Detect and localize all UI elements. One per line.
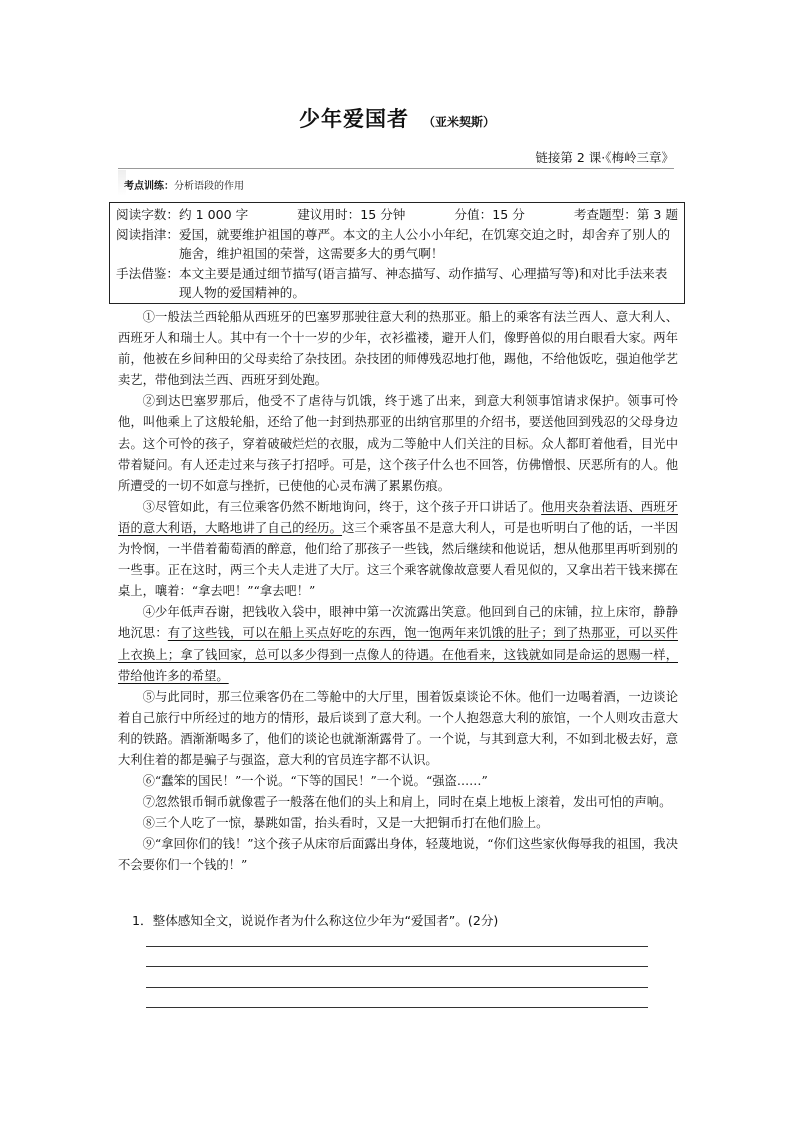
title-block (0, 103, 794, 133)
technique (116, 264, 678, 303)
paragraph-5: ⑤与此同时，那三位乘客仍在二等舱中的大厅里，围着饭桌谈论不休。他们一边喝着酒，一边谈论着自己旅行中所经过的地方的情形，最后谈到了意大利。一个人抱怨意大利的旅馆，一个人则攻击意大利的铁路。酒渐渐喝多了，他们的谈论也就渐渐露骨了。一个说，与其到意大利，不如到北极去好，意大利住着的都是骗子与强盗，意大利的官员连字都不认识。 (118, 689, 678, 767)
reading-info-box (109, 202, 685, 304)
kaodian-label (124, 177, 244, 192)
author: （亚米契斯） (422, 115, 495, 129)
article-body (118, 307, 678, 877)
question-1: 1．整体感知全文，说说作者为什么称这位少年为“爱国者”。(2分) (132, 913, 499, 928)
answer-line[interactable] (146, 1007, 648, 1008)
word-count: 阅读字数：约 1 000 字 (116, 207, 249, 222)
paragraph-1: ①一般法兰西轮船从西班牙的巴塞罗那驶往意大利的热那亚。船上的乘客有法兰西人、意大利人、西班牙人和瑞士人。其中有一个十一岁的少年，衣衫褴褛，避开人们，像野兽似的用白眼看大家。两年前，他被在乡间种田的父母卖给了杂技团。杂技团的师傅残忍地打他，踢他，不给他饭吃，强迫他学艺卖艺，带他到法兰西、西班牙到处跑。 (118, 310, 678, 388)
info-stats-row (116, 205, 678, 225)
paragraph-8: ⑧三个人吃了一惊，暴跳如雷，抬头看时，又是一大把铜币打在他们脸上。 (142, 816, 549, 831)
header-rule (118, 168, 674, 169)
page-title: 少年爱国者 (298, 107, 409, 131)
technique-label: 手法借鉴： (116, 265, 179, 281)
paragraph-4-a: ④少年低声吞谢，把钱收入袋中，眼神中第一次流露出笑意。他回到自己的床铺，拉上床帘，静静地沉思： (118, 605, 678, 641)
reading-guide (116, 225, 678, 264)
answer-line[interactable] (146, 987, 648, 988)
paragraph-3-a: ③尽管如此，有三位乘客仍然不断地询问，终于，这个孩子开口讲话了。 (142, 499, 542, 514)
paragraph-2: ②到达巴塞罗那后，他受不了虐待与饥饿，终于逃了出来，到意大利领事馆请求保护。领事可怜他，叫他乘上了这般轮船，还给了他一封到热那亚的出纳官那里的介绍书，要送他回到残忍的父母身边去。这个可怜的孩子，穿着破破烂烂的衣服，成为二等舱中人们关注的目标。众人都盯着他看，目光中带着疑问。有人还走过来与孩子打招呼。可是，这个孩子什么也不回答，仿佛憎恨、厌恶所有的人。他所遭受的一切不如意与挫折，已使他的心灵布满了累累伤痕。 (118, 394, 678, 493)
technique-text: 本文主要是通过细节描写(语言描写、神态描写、动作描写、心理描写等)和对比手法来表现人物的爱国精神的。 (178, 265, 668, 300)
paragraph-9: ⑨“拿回你们的钱！”这个孩子从床帘后面露出身体，轻蔑地说，“你们这些家伙侮辱我的祖国，我决不会要你们一个钱的！” (118, 837, 678, 873)
question-type: 考查题型：第 3 题 (573, 207, 678, 222)
score: 分值：15 分 (454, 207, 525, 222)
answer-line[interactable] (146, 966, 648, 967)
kaodian-text: 分析语段的作用 (174, 181, 244, 192)
answer-line[interactable] (146, 946, 648, 947)
paragraph-7: ⑦忽然银币铜币就像雹子一般落在他们的头上和肩上，同时在桌上地板上滚着，发出可怕的声响。 (142, 795, 672, 810)
reading-guide-text: 爱国，就要维护祖国的尊严。本文的主人公小小年纪，在饥寒交迫之时，却舍弃了别人的施舍，维护祖国的荣誉，这需要多大的勇气啊！ (178, 226, 671, 261)
kaodian-label-title: 考点训练： (124, 181, 174, 192)
paragraph-4 (118, 602, 678, 686)
paragraph-4-underlined: 有了这些钱，可以在船上买点好吃的东西，饱一饱两年来饥饿的肚子；到了热那亚，可以买件上衣换上；拿了钱回家，总可以多少得到一点像人的待遇。在他看来，这钱就如同是命运的恩赐一样，带给他许多的希望。 (118, 626, 678, 683)
paragraph-3 (118, 497, 678, 602)
reading-guide-label: 阅读指津： (116, 226, 179, 242)
paragraph-3-b: 这三个乘客虽不是意大利人，可是也听明白了他的话，一半因为怜悯，一半借着葡萄酒的醉意，他们给了那孩子一些钱，然后继续和他说话，想从他那里再听到别的一些事。正在这时，两三个夫人走进了大厅。这三个乘客就像故意要人看见似的，又拿出若干钱来掷在桌上，嚷着：“拿去吧！”“拿去吧！” (118, 520, 678, 599)
paragraph-3-underlined: 他用夹杂着法语、西班牙语的意大利语，大略地讲了自己的经历。 (118, 499, 678, 535)
lesson-link: 链接第 2 课·《梅岭三章》 (535, 150, 674, 165)
paragraph-6: ⑥“蠢笨的国民！”一个说。“下等的国民！”一个说。“强盗……” (142, 774, 488, 789)
suggested-time: 建议用时：15 分钟 (297, 207, 406, 222)
